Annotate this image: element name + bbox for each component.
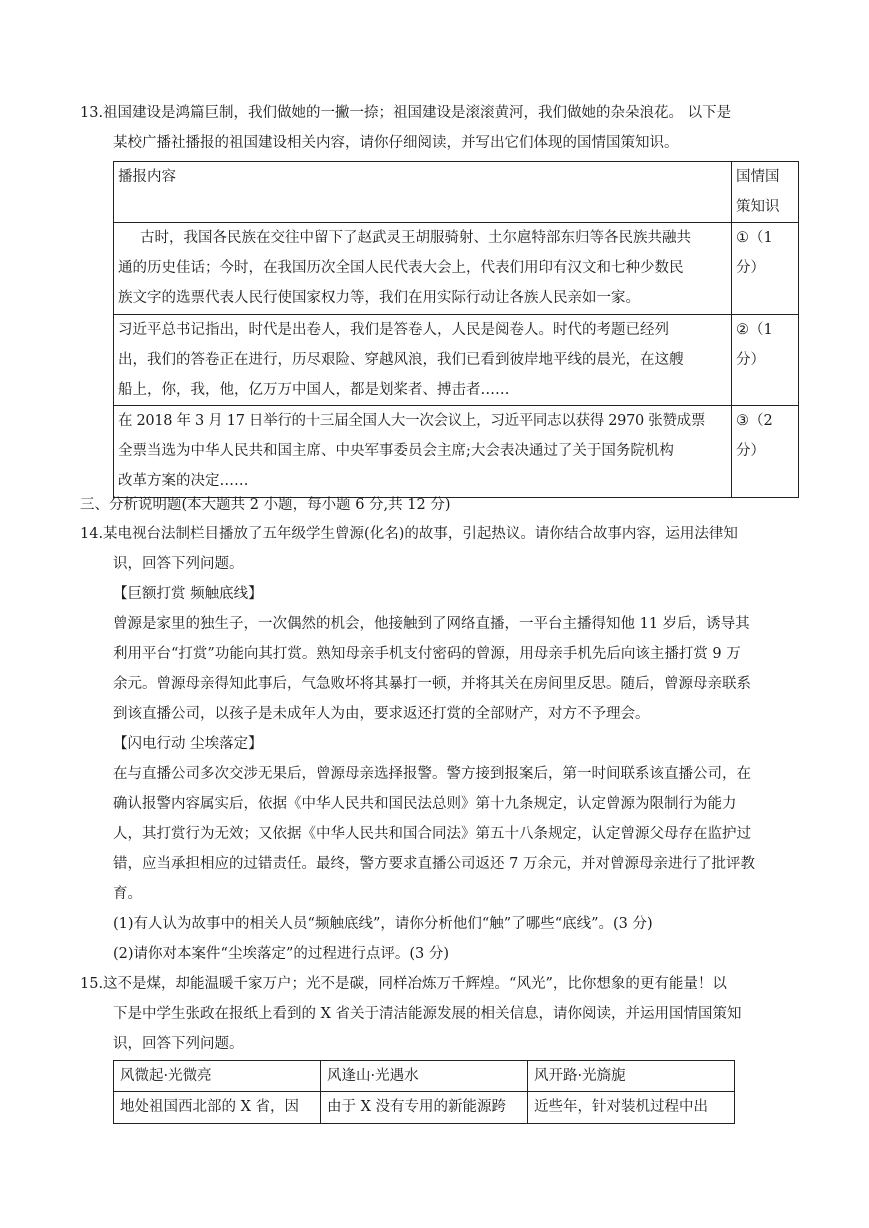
q15-cell-1: 地处祖国西北部的 X 省，因 bbox=[114, 1092, 321, 1124]
q13-row-2-mark-1: ②（1 bbox=[736, 322, 773, 338]
q14-story-1-line-4: 到该直播公司，以孩子是未成年人为由，要求返还打赏的全部财产，对方不予理会。 bbox=[113, 706, 650, 722]
q15-table bbox=[113, 1060, 735, 1124]
table-row bbox=[114, 406, 799, 498]
q13-row-1-content bbox=[114, 223, 732, 315]
q14-line-2: 识，回答下列问题。 bbox=[113, 556, 244, 572]
section-3-heading: 三、分析说明题(本大题共 2 小题，每小题 6 分,共 12 分) bbox=[80, 497, 451, 513]
q14-story-2-line-4: 错，应当承担相应的过错责任。最终，警方要求直播公司返还 7 万余元，并对曾源母亲进行了批评教 bbox=[113, 856, 755, 872]
q13-row-3-line-2: 全票当选为中华人民共和国主席、中央军事委员会主席;大会表决通过了关于国务院机构 bbox=[118, 443, 674, 459]
q13-header-knowledge bbox=[732, 162, 799, 223]
q13-header-knowledge-line-2: 策知识 bbox=[736, 199, 780, 215]
q15-line-3: 识，回答下列问题。 bbox=[113, 1036, 244, 1052]
q14-subtitle-2: 【闪电行动 尘埃落定】 bbox=[113, 736, 263, 752]
q13-line-2: 某校广播社播报的祖国建设相关内容，请你仔细阅读，并写出它们体现的国情国策知识。 bbox=[113, 135, 679, 151]
q13-row-1-line-2: 通的历史佳话；今时，在我国历次全国人民代表大会上，代表们用印有汉文和七种少数民 bbox=[118, 260, 684, 276]
q13-row-3-content bbox=[114, 406, 732, 498]
q15-cell-3: 近些年，针对装机过程中出 bbox=[528, 1092, 735, 1124]
q14-story-2-line-3: 人，其打赏行为无效；又依据《中华人民共和国合同法》第五十八条规定，认定曾源父母存在监护过 bbox=[113, 826, 751, 842]
q14-question-1: (1)有人认为故事中的相关人员“频触底线”，请你分析他们“触”了哪些“底线”。(3 分) bbox=[113, 916, 653, 932]
q14-story-1-line-1: 曾源是家里的独生子，一次偶然的机会，他接触到了网络直播，一平台主播得知他 11 岁后，诱导其 bbox=[113, 616, 750, 632]
table-row bbox=[114, 223, 799, 315]
q13-row-3-mark-2: 分） bbox=[736, 443, 765, 459]
q13-row-2-line-1: 习近平总书记指出，时代是出卷人，我们是答卷人，人民是阅卷人。时代的考题已经列 bbox=[118, 322, 669, 338]
q13-row-3-mark-1: ③（2 bbox=[736, 413, 773, 429]
q15-header-1: 风微起·光微亮 bbox=[114, 1061, 321, 1092]
q13-row-3-line-1: 在 2018 年 3 月 17 日举行的十三届全国人大一次会议上，习近平同志以获得 2970 张赞成票 bbox=[118, 413, 706, 429]
q13-row-2-line-2: 出，我们的答卷正在进行，历尽艰险、穿越风浪，我们已看到彼岸地平线的晨光，在这艘 bbox=[118, 352, 684, 368]
q14-subtitle-1: 【巨额打赏 频触底线】 bbox=[113, 586, 263, 602]
q15-cell-2: 由于 X 没有专用的新能源跨 bbox=[321, 1092, 528, 1124]
q13-header-content bbox=[114, 162, 732, 223]
q13-header-knowledge-line-1: 国情国 bbox=[736, 169, 780, 185]
q14-story-2-line-1: 在与直播公司多次交涉无果后，曾源母亲选择报警。警方接到报案后，第一时间联系该直播公司，在 bbox=[113, 766, 751, 782]
q13-table bbox=[113, 161, 799, 498]
q13-header-content-label: 播报内容 bbox=[118, 169, 176, 185]
q13-row-1-mark-1: ①（1 bbox=[736, 230, 773, 246]
q14-story-2-line-5: 育。 bbox=[113, 886, 142, 902]
q13-row-2-answer[interactable] bbox=[732, 315, 799, 406]
q13-row-1-line-3: 族文字的选票代表人民行使国家权力等，我们在用实际行动让各族人民亲如一家。 bbox=[118, 290, 640, 306]
q15-line-1: 15.这不是煤，却能温暖千家万户；光不是碳，同样冶炼万千辉煌。“风光”，比你想象的更有能量！以 bbox=[80, 976, 727, 992]
q14-question-2: (2)请你对本案件“尘埃落定”的过程进行点评。(3 分) bbox=[113, 946, 450, 962]
q13-table-header-row bbox=[114, 162, 799, 223]
table-row bbox=[114, 315, 799, 406]
q14-line-1: 14.某电视台法制栏目播放了五年级学生曾源(化名)的故事，引起热议。请你结合故事内容，运用法律知 bbox=[80, 526, 738, 542]
q13-row-2-line-3: 船上，你，我，他，亿万万中国人，都是划桨者、搏击者…… bbox=[118, 382, 510, 398]
table-row bbox=[114, 1092, 735, 1124]
q15-table-header-row bbox=[114, 1061, 735, 1092]
q13-row-1-answer[interactable] bbox=[732, 223, 799, 315]
q14-story-2-line-2: 确认报警内容属实后，依据《中华人民共和国民法总则》第十九条规定，认定曾源为限制行为能力 bbox=[113, 796, 737, 812]
q15-header-3: 风开路·光旖旎 bbox=[528, 1061, 735, 1092]
q13-row-3-answer[interactable] bbox=[732, 406, 799, 498]
q13-row-1-line-1: 古时，我国各民族在交往中留下了赵武灵王胡服骑射、土尔扈特部东归等各民族共融共 bbox=[140, 230, 691, 246]
q15-header-2: 风逢山·光遇水 bbox=[321, 1061, 528, 1092]
q14-story-1-line-2: 利用平台“打赏”功能向其打赏。熟知母亲手机支付密码的曾源，用母亲手机先后向该主播打赏 9 万 bbox=[113, 646, 741, 662]
q14-story-1-line-3: 余元。曾源母亲得知此事后，气急败坏将其暴打一顿，并将其关在房间里反思。随后，曾源母亲联系 bbox=[113, 676, 751, 692]
q13-line-1: 13.祖国建设是鸿篇巨制，我们做她的一撇一捺；祖国建设是滚滚黄河，我们做她的杂朵浪花。 以下是 bbox=[80, 105, 732, 121]
q15-line-2: 下是中学生张政在报纸上看到的 X 省关于清洁能源发展的相关信息，请你阅读，并运用国情国策知 bbox=[113, 1006, 742, 1022]
q13-row-3-line-3: 改革方案的决定…… bbox=[118, 473, 249, 489]
q13-row-2-mark-2: 分） bbox=[736, 352, 765, 368]
q13-row-1-mark-2: 分） bbox=[736, 260, 765, 276]
q13-row-2-content bbox=[114, 315, 732, 406]
